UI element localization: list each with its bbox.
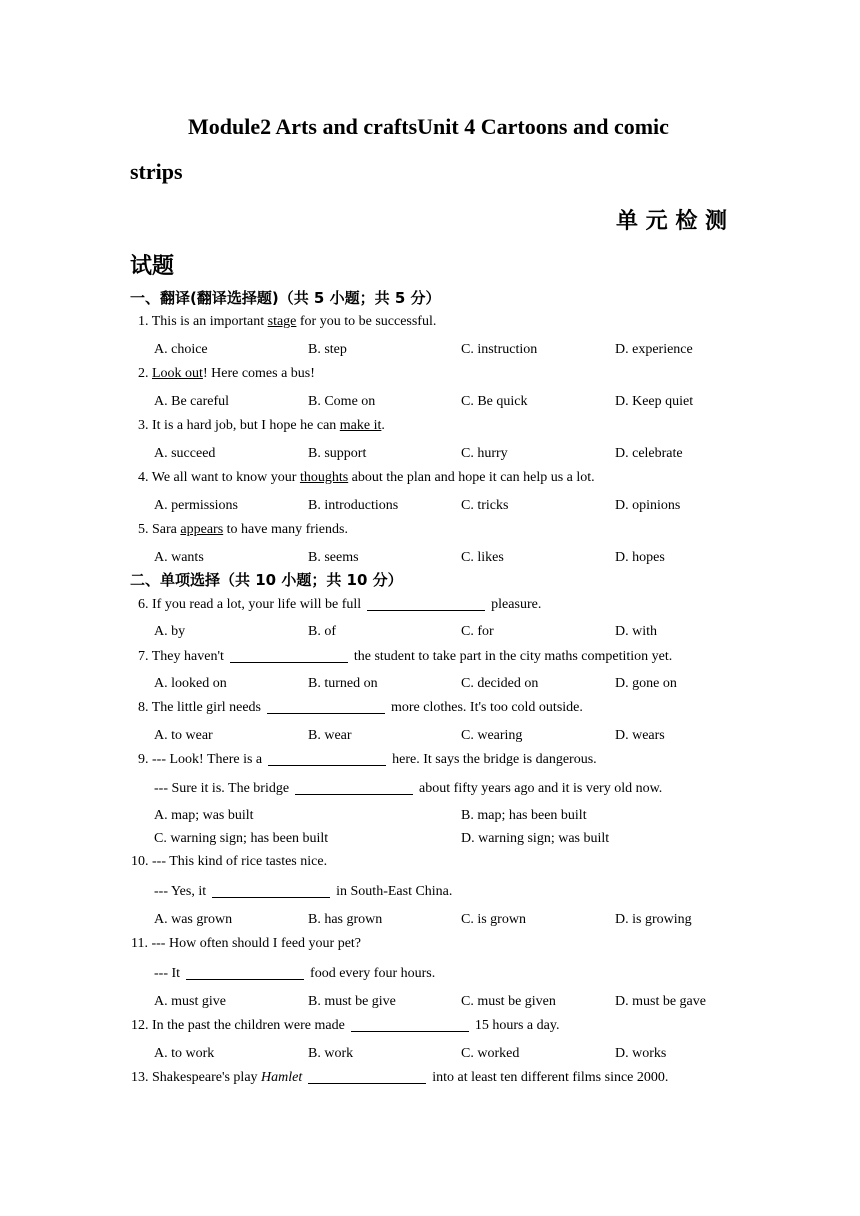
question-10: 10. --- This kind of rice tastes nice. xyxy=(131,854,328,869)
option-12a: A. to work xyxy=(154,1046,215,1061)
question-6: 6. If you read a lot, your life will be full pleasure. xyxy=(138,597,542,612)
option-9c: C. warning sign; has been built xyxy=(154,831,329,846)
question-13: 13. Shakespeare's play Hamlet into at least ten different films since 2000. xyxy=(131,1070,669,1085)
option-7d: D. gone on xyxy=(615,676,677,691)
option-10c: C. is grown xyxy=(461,912,526,927)
option-6a: A. by xyxy=(154,624,186,639)
answer-blank xyxy=(367,596,485,611)
question-5: 5. Sara appears to have many friends. xyxy=(138,522,348,537)
question-8: 8. The little girl needs more clothes. It's too cold outside. xyxy=(138,700,583,715)
question-11-line2: --- It food every four hours. xyxy=(154,966,436,981)
option-10a: A. was grown xyxy=(154,912,233,927)
option-5d: D. hopes xyxy=(615,550,665,565)
option-2a: A. Be careful xyxy=(154,394,230,409)
answer-blank xyxy=(267,699,385,714)
question-4: 4. We all want to know your thoughts about the plan and hope it can help us a lot. xyxy=(138,470,595,485)
option-5c: C. likes xyxy=(461,550,504,565)
option-6d: D. with xyxy=(615,624,657,639)
section-heading-single-choice: 二、单项选择（共 10 小题；共 10 分） xyxy=(130,571,403,589)
question-12: 12. In the past the children were made 15 hours a day. xyxy=(131,1018,560,1033)
page-title-line1: Module2 Arts and craftsUnit 4 Cartoons and comic xyxy=(188,114,669,139)
option-10d: D. is growing xyxy=(615,912,692,927)
option-9b: B. map; has been built xyxy=(461,808,587,823)
page-title-line3: 单 元 检 测 xyxy=(616,209,727,234)
option-2c: C. Be quick xyxy=(461,394,528,409)
question-9-line2: --- Sure it is. The bridge about fifty years ago and it is very old now. xyxy=(154,781,663,796)
question-2: 2. Look out! Here comes a bus! xyxy=(138,366,315,381)
question-9: 9. --- Look! There is a here. It says the bridge is dangerous. xyxy=(138,752,597,767)
option-5b: B. seems xyxy=(308,550,359,565)
question-10-line2: --- Yes, it in South-East China. xyxy=(154,884,453,899)
option-7a: A. looked on xyxy=(154,676,227,691)
page-title-line4: 试题 xyxy=(130,254,175,279)
option-10b: B. has grown xyxy=(308,912,383,927)
option-12d: D. works xyxy=(615,1046,667,1061)
option-11a: A. must give xyxy=(154,994,226,1009)
question-1: 1. This is an important stage for you to be successful. xyxy=(138,314,437,329)
option-9d: D. warning sign; was built xyxy=(461,831,610,846)
option-3c: C. hurry xyxy=(461,446,508,461)
option-6b: B. of xyxy=(308,624,336,639)
answer-blank xyxy=(351,1017,469,1032)
option-4d: D. opinions xyxy=(615,498,681,513)
question-11: 11. --- How often should I feed your pet? xyxy=(131,936,362,951)
option-8b: B. wear xyxy=(308,728,352,743)
section-heading-translation: 一、翻译(翻译选择题)（共 5 小题；共 5 分） xyxy=(130,289,441,307)
option-7b: B. turned on xyxy=(308,676,378,691)
option-9a: A. map; was built xyxy=(154,808,254,823)
option-8c: C. wearing xyxy=(461,728,523,743)
page-title-line2: strips xyxy=(130,159,183,184)
answer-blank xyxy=(295,780,413,795)
option-3b: B. support xyxy=(308,446,367,461)
option-3d: D. celebrate xyxy=(615,446,683,461)
option-8a: A. to wear xyxy=(154,728,213,743)
option-5a: A. wants xyxy=(154,550,204,565)
option-2d: D. Keep quiet xyxy=(615,394,694,409)
option-11b: B. must be give xyxy=(308,994,396,1009)
answer-blank xyxy=(186,965,304,980)
option-12c: C. worked xyxy=(461,1046,520,1061)
option-1b: B. step xyxy=(308,342,347,357)
option-3a: A. succeed xyxy=(154,446,216,461)
option-1c: C. instruction xyxy=(461,342,538,357)
option-11d: D. must be gave xyxy=(615,994,706,1009)
option-4a: A. permissions xyxy=(154,498,238,513)
answer-blank xyxy=(230,648,348,663)
answer-blank xyxy=(308,1069,426,1084)
answer-blank xyxy=(212,883,330,898)
option-4b: B. introductions xyxy=(308,498,399,513)
option-1d: D. experience xyxy=(615,342,693,357)
answer-blank xyxy=(268,751,386,766)
question-7: 7. They haven't the student to take part in the city maths competition yet. xyxy=(138,649,673,664)
option-11c: C. must be given xyxy=(461,994,556,1009)
option-12b: B. work xyxy=(308,1046,354,1061)
option-4c: C. tricks xyxy=(461,498,509,513)
option-6c: C. for xyxy=(461,624,494,639)
option-7c: C. decided on xyxy=(461,676,539,691)
option-1a: A. choice xyxy=(154,342,208,357)
option-2b: B. Come on xyxy=(308,394,376,409)
question-3: 3. It is a hard job, but I hope he can make it. xyxy=(138,418,385,433)
option-8d: D. wears xyxy=(615,728,665,743)
